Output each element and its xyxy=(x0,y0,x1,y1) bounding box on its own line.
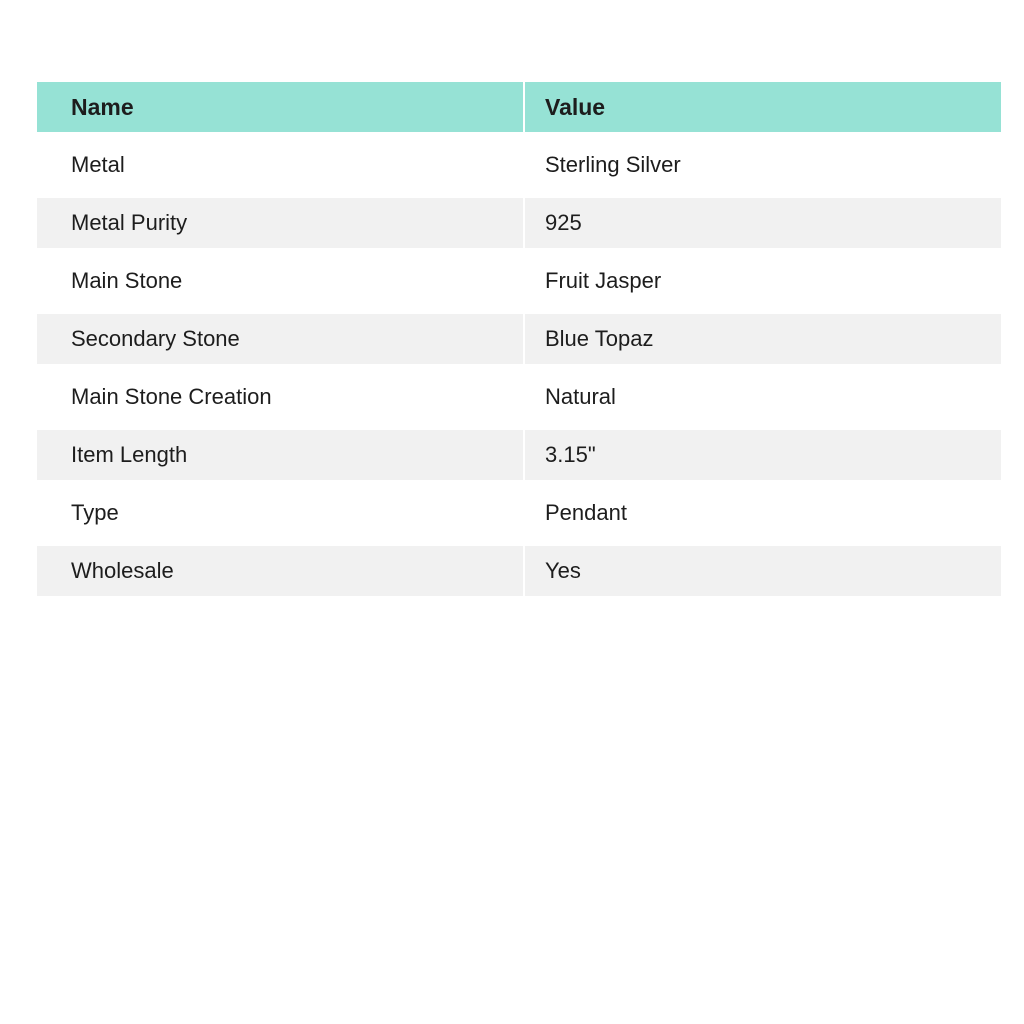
attribute-name-cell xyxy=(37,546,523,596)
attribute-name-label: Wholesale xyxy=(71,558,174,583)
attribute-name-cell xyxy=(37,430,523,480)
attribute-name-cell xyxy=(37,256,523,306)
attribute-value-cell xyxy=(525,140,1001,190)
attribute-name-cell xyxy=(37,198,523,248)
column-header-value-label: Value xyxy=(545,93,606,120)
table-row xyxy=(37,256,1001,306)
attribute-value-label: Natural xyxy=(545,384,616,409)
attribute-value-label: 925 xyxy=(545,210,582,235)
attribute-value-cell xyxy=(525,430,1001,480)
attribute-value-label: 3.15" xyxy=(545,442,596,467)
table-row xyxy=(37,372,1001,422)
attribute-value-label: Sterling Silver xyxy=(545,152,681,177)
column-header-name xyxy=(37,82,523,132)
table-row xyxy=(37,488,1001,538)
attribute-name-cell xyxy=(37,314,523,364)
attribute-name-label: Metal xyxy=(71,152,125,177)
attribute-name-label: Main Stone Creation xyxy=(71,384,272,409)
attribute-name-label: Type xyxy=(71,500,119,525)
attribute-name-label: Metal Purity xyxy=(71,210,188,235)
attribute-name-label: Secondary Stone xyxy=(71,326,240,351)
table-header-row xyxy=(37,82,1001,132)
table-row xyxy=(37,430,1001,480)
attribute-value-cell xyxy=(525,488,1001,538)
attribute-value-label: Blue Topaz xyxy=(545,326,654,351)
product-attributes-table xyxy=(37,82,1001,604)
table-row xyxy=(37,140,1001,190)
attribute-value-label: Yes xyxy=(545,558,581,583)
attribute-value-label: Pendant xyxy=(545,500,627,525)
attribute-value-cell xyxy=(525,198,1001,248)
attribute-name-label: Item Length xyxy=(71,442,188,467)
table-row xyxy=(37,314,1001,364)
column-header-name-label: Name xyxy=(71,93,134,120)
attribute-name-label: Main Stone xyxy=(71,268,183,293)
attribute-value-label: Fruit Jasper xyxy=(545,268,662,293)
column-header-value xyxy=(525,82,1001,132)
attribute-value-cell xyxy=(525,256,1001,306)
attribute-value-cell xyxy=(525,546,1001,596)
attribute-value-cell xyxy=(525,314,1001,364)
attribute-value-cell xyxy=(525,372,1001,422)
table-row xyxy=(37,546,1001,596)
attribute-name-cell xyxy=(37,140,523,190)
attribute-name-cell xyxy=(37,372,523,422)
attribute-name-cell xyxy=(37,488,523,538)
table-row xyxy=(37,198,1001,248)
table-body xyxy=(37,140,1001,596)
